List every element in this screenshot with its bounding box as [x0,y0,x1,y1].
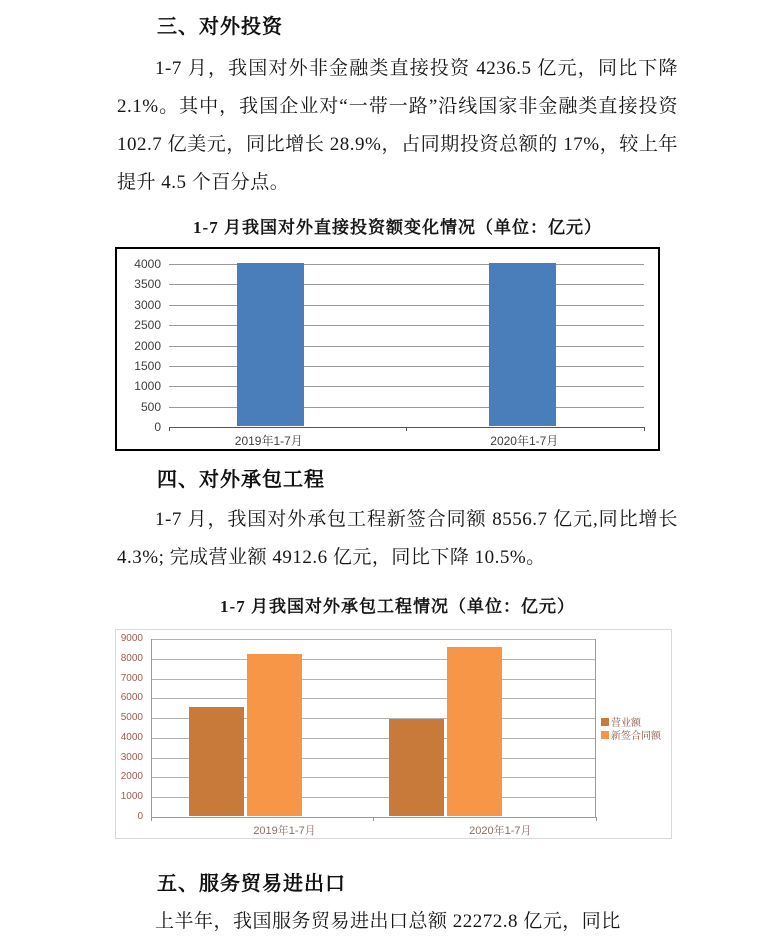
paragraph-contracted-projects: 1-7 月，我国对外承包工程新签合同额 8556.7 亿元,同比增长 4.3%; 完成营业额 4912.6 亿元，同比下降 10.5%。 [117,509,678,568]
x-axis-tick [373,817,374,821]
bar-chart-direct-investment [115,247,660,451]
y-tick-label: 7000 [120,672,143,684]
y-tick-label: 3500 [134,277,161,292]
plot-area [151,639,596,817]
section-heading-services-trade: 五、服务贸易进出口 [157,873,346,895]
section-heading-foreign-investment: 三、对外投资 [157,16,283,38]
y-tick-label: 6000 [120,692,143,704]
legend-swatch [601,718,609,726]
y-tick-label: 1000 [120,791,143,803]
bar-chart-contracted-projects [115,629,672,839]
bar [247,654,302,816]
x-category-label: 2020年1-7月 [469,825,532,837]
y-tick-label: 5000 [120,712,143,724]
y-tick-label: 4000 [134,257,161,271]
x-category-label: 2020年1-7月 [490,434,559,448]
x-axis-tick [169,427,170,431]
bar [237,263,304,426]
y-tick-label: 3000 [134,297,161,312]
gridline [151,639,596,640]
y-tick-label: 2000 [134,338,161,353]
y-tick-label: 0 [154,420,161,434]
plot-area [169,264,644,427]
x-axis-tick [644,427,645,431]
paragraph-foreign-investment: 1-7 月，我国对外非金融类直接投资 4236.5 亿元，同比下降 2.1%。其中，我国企业对“一带一路”沿线国家非金融类直接投资 102.7 亿美元，同比增长 28.9%，占同期投资总额的 17%，较上年提升 4.5 个百分点。 [117,58,678,193]
section-heading-contracted-projects: 四、对外承包工程 [157,469,325,491]
y-tick-label: 500 [140,399,161,414]
legend-swatch [601,731,609,739]
bar [447,647,502,816]
legend-label: 营业额 [611,718,641,729]
y-tick-label: 8000 [120,652,143,664]
x-axis-tick [406,427,407,431]
gridline [151,659,596,660]
y-tick-label: 2000 [120,771,143,783]
y-tick-label: 1500 [134,358,161,373]
plot-right-border [595,639,596,817]
chart2-title: 1-7 月我国对外承包工程情况（单位：亿元） [220,597,575,616]
plot-left-border [151,639,152,817]
gridline [151,698,596,699]
y-tick-label: 3000 [120,751,143,763]
y-tick-label: 4000 [120,731,143,743]
x-axis-tick [151,817,152,821]
y-tick-label: 1000 [134,379,161,394]
paragraph-services-trade: 上半年，我国服务贸易进出口总额 22272.8 亿元，同比 [155,911,621,932]
x-category-label: 2019年1-7月 [253,825,316,837]
bar [189,707,244,816]
bar [389,719,444,816]
y-tick-label: 9000 [120,633,143,644]
x-axis-tick [596,817,597,821]
legend-label: 新签合同额 [611,731,661,742]
x-category-label: 2019年1-7月 [234,434,303,448]
gridline [151,679,596,680]
chart1-title: 1-7 月我国对外直接投资额变化情况（单位：亿元） [193,218,602,237]
bar [489,263,556,426]
y-tick-label: 0 [137,811,143,822]
y-tick-label: 2500 [134,318,161,333]
legend-item [601,727,661,742]
